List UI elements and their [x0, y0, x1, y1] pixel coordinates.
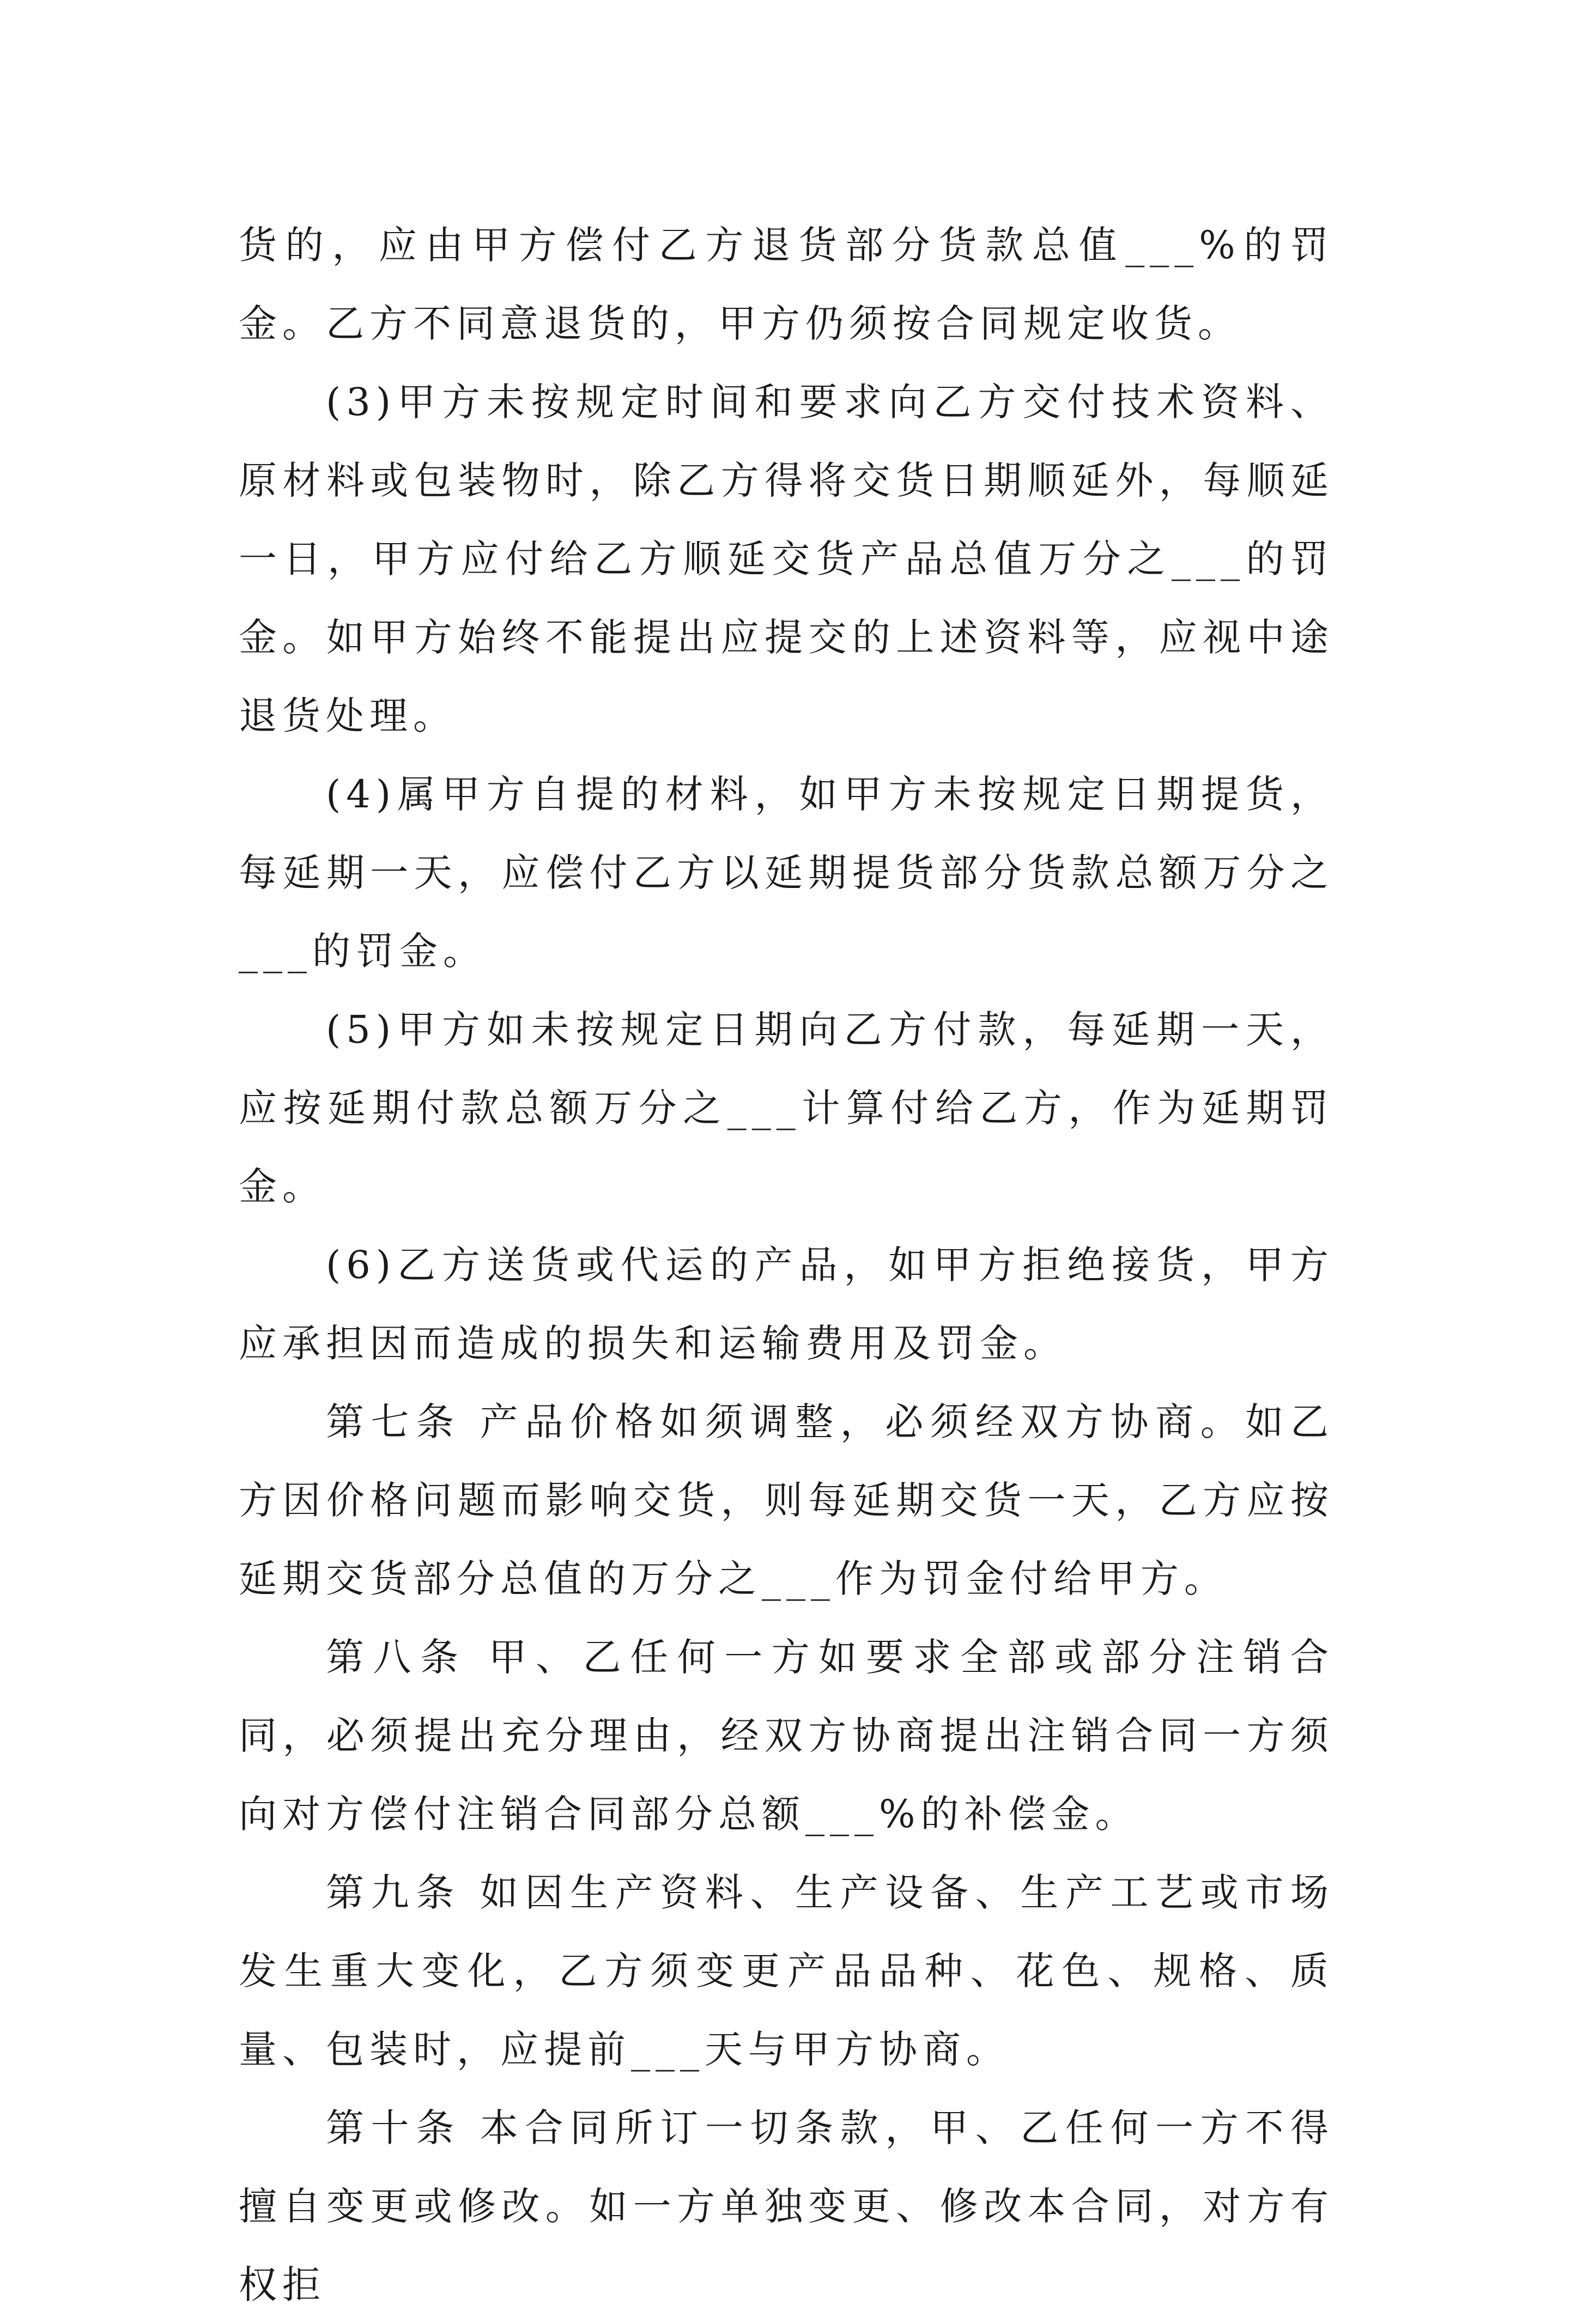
paragraph-5: (6)乙方送货或代运的产品，如甲方拒绝接货，甲方应承担因而造成的损失和运输费用及罚金。 — [239, 1243, 1334, 1366]
paragraph-1: 货的，应由甲方偿付乙方退货部分货款总值___%的罚金。乙方不同意退货的，甲方仍须按合同规定收货。 — [239, 223, 1334, 346]
paragraph-8: 第九条 如因生产资料、生产设备、生产工艺或市场发生重大变化，乙方须变更产品品种、花色、规格、质量、包装时，应提前___天与甲方协商。 — [239, 1870, 1334, 2072]
document-body — [239, 206, 1334, 2324]
paragraph-4: (5)甲方如未按规定日期向乙方付款，每延期一天，应按延期付款总额万分之___计算付给乙方，作为延期罚金。 — [239, 1007, 1334, 1209]
paragraph-2: (3)甲方未按规定时间和要求向乙方交付技术资料、原材料或包装物时，除乙方得将交货日期顺延外，每顺延一日，甲方应付给乙方顺延交货产品总值万分之___的罚金。如甲方始终不能提出应提交的上述资料等，应视中途退货处理。 — [239, 380, 1334, 738]
paragraph-3: (4)属甲方自提的材料，如甲方未按规定日期提货，每延期一天，应偿付乙方以延期提货部分货款总额万分之___的罚金。 — [239, 772, 1334, 974]
paragraph-9: 第十条 本合同所订一切条款，甲、乙任何一方不得擅自变更或修改。如一方单独变更、修改本合同，对方有权拒 — [239, 2106, 1334, 2307]
paragraph-6: 第七条 产品价格如须调整，必须经双方协商。如乙方因价格问题而影响交货，则每延期交货一天，乙方应按延期交货部分总值的万分之___作为罚金付给甲方。 — [239, 1400, 1334, 1601]
paragraph-7: 第八条 甲、乙任何一方如要求全部或部分注销合同，必须提出充分理由，经双方协商提出注销合同一方须向对方偿付注销合同部分总额___%的补偿金。 — [239, 1635, 1334, 1836]
